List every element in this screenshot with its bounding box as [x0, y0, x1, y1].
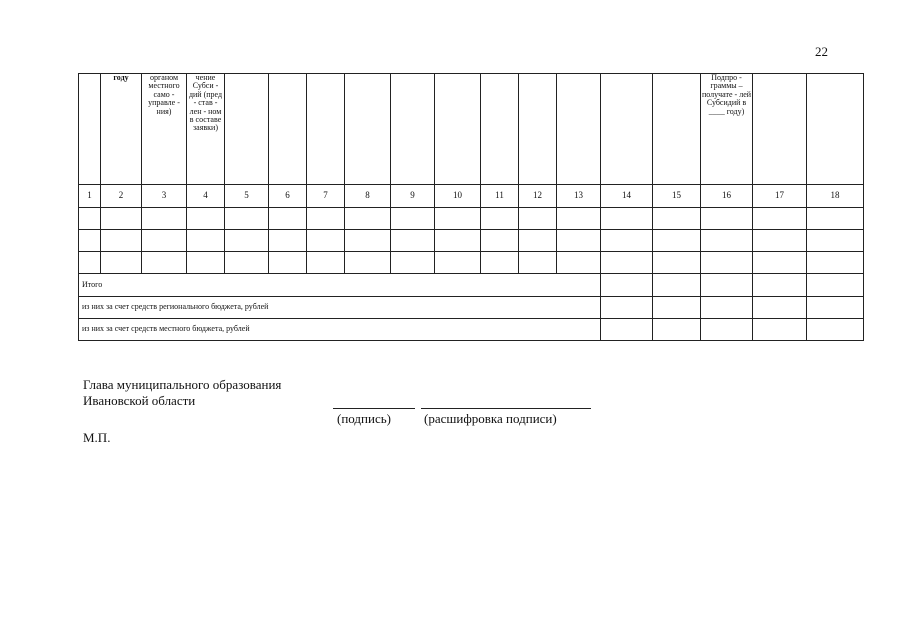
signature-line — [333, 408, 415, 409]
official-title: Глава муниципального образования — [83, 377, 282, 392]
col-number: 7 — [307, 185, 345, 207]
header-cell-7 — [307, 74, 345, 185]
header-cell-3: органом местного само - управле - ния) — [142, 74, 187, 185]
table-row — [79, 229, 864, 251]
col-number: 4 — [187, 185, 225, 207]
header-cell-15 — [653, 74, 701, 185]
signature-block — [83, 377, 281, 409]
signature-caption: (подпись) — [337, 411, 391, 426]
header-cell-5 — [225, 74, 269, 185]
header-cell-6 — [269, 74, 307, 185]
total-row — [79, 274, 864, 296]
table-row — [79, 252, 864, 274]
col-number: 13 — [557, 185, 601, 207]
total-label: Итого — [79, 274, 601, 296]
header-cell-18 — [807, 74, 864, 185]
col-number: 15 — [653, 185, 701, 207]
header-cell-12 — [519, 74, 557, 185]
regional-budget-row — [79, 296, 864, 318]
stamp-label: М.П. — [83, 430, 111, 445]
col-number: 11 — [481, 185, 519, 207]
region-name: Ивановской области — [83, 393, 196, 408]
header-cell-10 — [435, 74, 481, 185]
column-number-row — [79, 185, 864, 207]
table-row — [79, 207, 864, 229]
col-number: 18 — [807, 185, 864, 207]
signature-decode-caption: (расшифровка подписи) — [424, 411, 557, 426]
col-number: 16 — [701, 185, 753, 207]
col-number: 14 — [601, 185, 653, 207]
local-budget-row — [79, 318, 864, 340]
col-number: 17 — [753, 185, 807, 207]
header-cell-16: Подпро - граммы – получате - лей Субсидий в ____ году) — [701, 74, 753, 185]
header-cell-2: году — [101, 74, 142, 185]
col-number: 1 — [79, 185, 101, 207]
header-cell-11 — [481, 74, 519, 185]
header-cell-8 — [345, 74, 391, 185]
page-number: 22 — [815, 44, 828, 59]
col-number: 8 — [345, 185, 391, 207]
col-number: 12 — [519, 185, 557, 207]
budget-table — [78, 73, 864, 341]
col-number: 5 — [225, 185, 269, 207]
regional-budget-label: из них за счет средств регионального бюджета, рублей — [79, 296, 601, 318]
header-row — [79, 74, 864, 185]
header-cell-14 — [601, 74, 653, 185]
col-number: 9 — [391, 185, 435, 207]
header-cell-9 — [391, 74, 435, 185]
local-budget-label: из них за счет средств местного бюджета, рублей — [79, 318, 601, 340]
col-number: 10 — [435, 185, 481, 207]
col-number: 2 — [101, 185, 142, 207]
signature-decode-line — [421, 408, 591, 409]
col-number: 3 — [142, 185, 187, 207]
header-cell-13 — [557, 74, 601, 185]
col-number: 6 — [269, 185, 307, 207]
header-cell-1 — [79, 74, 101, 185]
header-cell-4: чение Субси - дий (пред - став - лен - ном в составе заявки) — [187, 74, 225, 185]
header-cell-17 — [753, 74, 807, 185]
